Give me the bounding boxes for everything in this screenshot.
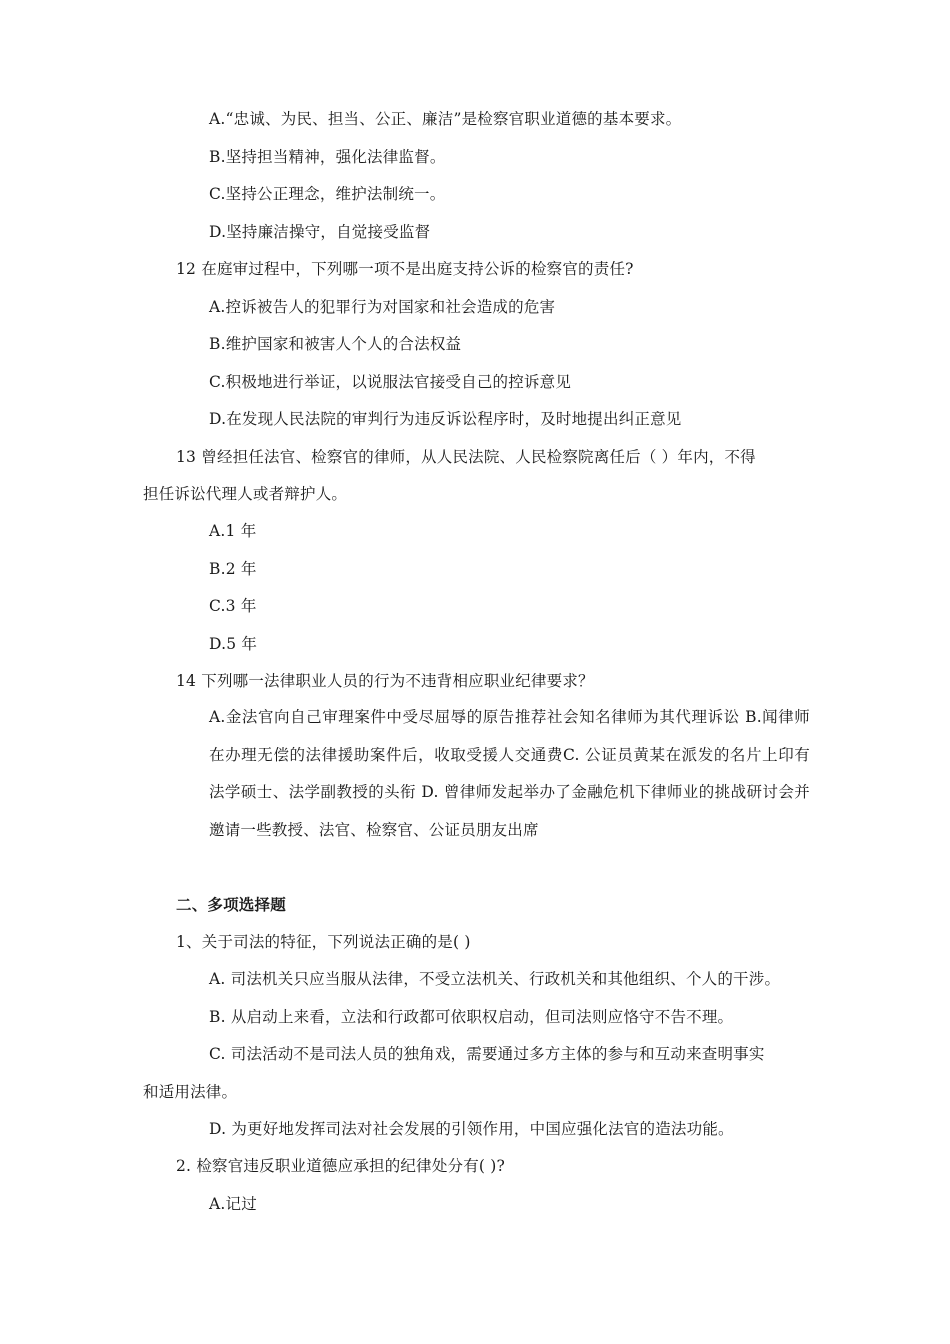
- q12-option-d: D.在发现人民法院的审判行为违反诉讼程序时，及时地提出纠正意见: [209, 410, 682, 428]
- q13-option-c: C.3 年: [209, 597, 257, 615]
- m1-option-d: D. 为更好地发挥司法对社会发展的引领作用，中国应强化法官的造法功能。: [209, 1120, 734, 1138]
- q14-stem: 14 下列哪一法律职业人员的行为不违背相应职业纪律要求？: [176, 672, 594, 690]
- m1-option-b: B. 从启动上来看，立法和行政都可依职权启动，但司法则应恪守不告不理。: [209, 1008, 734, 1026]
- prev-option-d: D.坚持廉洁操守，自觉接受监督: [209, 223, 431, 241]
- q14-options-paragraph: A.金法官向自己审理案件中受尽屈辱的原告推荐社会知名律师为其代理诉讼 B.闻律师在办理无偿的法律援助案件后，收取受援人交通费C. 公证员黄某在派发的名片上印有法学硕士、法学副教授的头衔 D. 曾律师发起举办了金融危机下律师业的挑战研讨会并邀请一些教授、法官、检察官、公证员朋友出席: [209, 708, 810, 839]
- m1-option-c-line2: 和适用法律。: [143, 1083, 238, 1101]
- m2-option-a: A.记过: [209, 1195, 257, 1213]
- q12-stem: 12 在庭审过程中，下列哪一项不是出庭支持公诉的检察官的责任?: [176, 260, 634, 278]
- section2-heading: 二、多项选择题: [176, 896, 286, 914]
- q13-option-b: B.2 年: [209, 560, 257, 578]
- prev-option-b: B.坚持担当精神，强化法律监督。: [209, 148, 446, 166]
- m1-option-c-line1: C. 司法活动不是司法人员的独角戏，需要通过多方主体的参与和互动来查明事实: [209, 1045, 765, 1063]
- q12-option-b: B.维护国家和被害人个人的合法权益: [209, 335, 462, 353]
- prev-option-a: A.“忠诚、为民、担当、公正、廉洁”是检察官职业道德的基本要求。: [209, 110, 682, 128]
- q13-stem-line2: 担任诉讼代理人或者辩护人。: [143, 485, 348, 503]
- m1-option-a: A. 司法机关只应当服从法律，不受立法机关、行政机关和其他组织、个人的干涉。: [209, 970, 781, 988]
- m2-stem: 2. 检察官违反职业道德应承担的纪律处分有( )?: [176, 1157, 506, 1175]
- m1-stem: 1、关于司法的特征，下列说法正确的是( ): [176, 933, 471, 951]
- prev-option-c: C.坚持公正理念，维护法制统一。: [209, 185, 446, 203]
- q13-stem-line1: 13 曾经担任法官、检察官的律师，从人民法院、人民检察院离任后（ ）年内，不得: [176, 448, 756, 466]
- q13-option-d: D.5 年: [209, 635, 258, 653]
- q13-option-a: A.1 年: [209, 522, 257, 540]
- q12-option-c: C.积极地进行举证，以说服法官接受自己的控诉意见: [209, 373, 572, 391]
- q12-option-a: A.控诉被告人的犯罪行为对国家和社会造成的危害: [209, 298, 556, 316]
